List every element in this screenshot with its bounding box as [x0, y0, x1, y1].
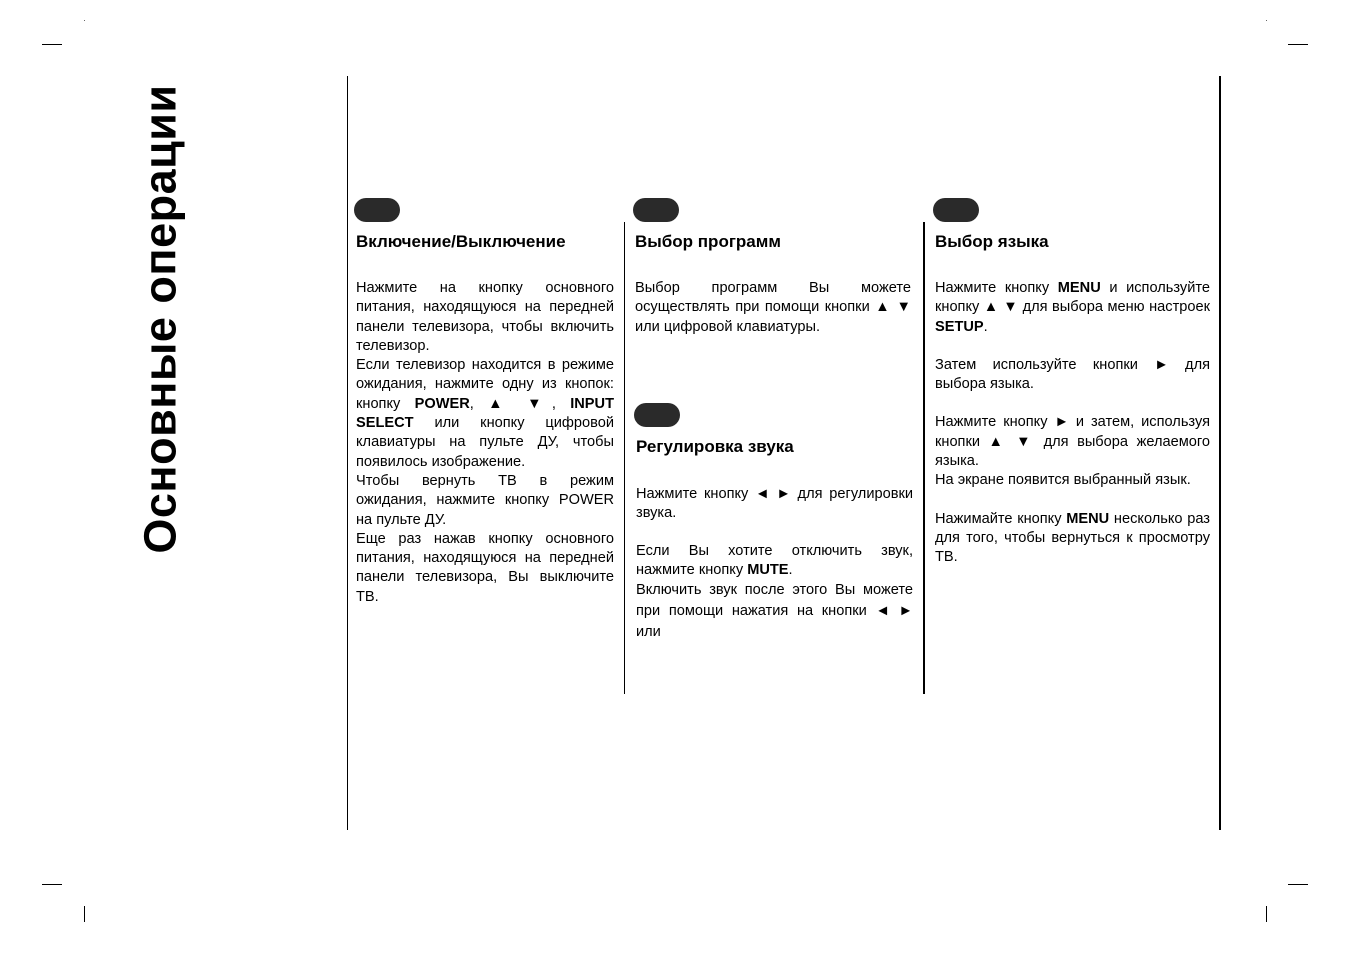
- section-sound: [636, 437, 913, 643]
- section-sound-title: Регулировка звука: [636, 437, 794, 456]
- section-language-title: Выбор языка: [935, 232, 1049, 251]
- column-divider-2: [923, 222, 925, 694]
- registration-dot-left: [84, 20, 85, 21]
- input-select-key-label: INPUT SELECT: [356, 395, 614, 432]
- mute-key-label: MUTE: [747, 561, 789, 578]
- language-paragraph-2: Затем используйте кнопки ► для выбора языка.: [935, 356, 1210, 393]
- crop-mark-bottom-right-vertical: [1266, 906, 1267, 922]
- language-paragraph-5: Нажимайте кнопку MENU несколько раз для того, чтобы вернуться к просмотру ТВ.: [935, 510, 1210, 566]
- sound-paragraph-3: Включить звук после этого Вы можете при помощи нажатия на кнопки ◄ ► или: [636, 582, 913, 641]
- section-programs-title: Выбор программ: [635, 232, 781, 251]
- crop-mark-bottom-left-vertical: [84, 906, 85, 922]
- section-power: [356, 232, 614, 607]
- power-paragraph-3: Чтобы вернуть ТВ в режим ожидания, нажмите кнопку POWER на пульте ДУ.: [356, 472, 614, 528]
- power-key-label: POWER: [414, 395, 470, 412]
- column-divider-1: [624, 222, 625, 694]
- power-paragraph-2: Если телевизор находится в режиме ожидания, нажмите одну из кнопок: кнопку POWER, ▲ ▼, INPUT SELECT или кнопку цифровой клавиатуры на пульте ДУ, чтобы появилось изображение.: [356, 357, 614, 470]
- setup-menu-label: SETUP: [935, 318, 984, 335]
- power-paragraph-1: Нажмите на кнопку основного питания, находящуюся на передней панели телевизора, чтобы включить телевизор.: [356, 280, 614, 354]
- sound-paragraph-1: Нажмите кнопку ◄ ► для регулировки звука.: [636, 486, 913, 522]
- programs-paragraph-1: Выбор программ Вы можете осуществлять при помощи кнопки ▲ ▼ или цифровой клавиатуры.: [635, 280, 911, 335]
- page-title: [135, 76, 187, 562]
- registration-dot-right: [1266, 20, 1267, 21]
- section-programs: [635, 232, 911, 337]
- power-paragraph-4: Еще раз нажав кнопку основного питания, находящуюся на передней панели телевизора, Вы выключите ТВ.: [356, 530, 614, 605]
- section-badge-programs: [633, 198, 679, 222]
- menu-key-label-2: MENU: [1066, 510, 1110, 527]
- section-badge-language: [933, 198, 979, 222]
- menu-key-label: MENU: [1057, 280, 1101, 296]
- crop-mark-top-right: [1288, 44, 1308, 45]
- sound-paragraph-2: Если Вы хотите отключить звук, нажмите кнопку MUTE.: [636, 542, 913, 578]
- section-badge-power: [354, 198, 400, 222]
- language-paragraph-3: Нажмите кнопку ► и затем, используя кнопки ▲ ▼ для выбора желаемого языка.: [935, 414, 1210, 470]
- crop-mark-top-left: [42, 44, 62, 45]
- crop-mark-bottom-left: [42, 884, 62, 885]
- section-language: [935, 232, 1210, 568]
- language-paragraph-4: На экране появится выбранный язык.: [935, 472, 1191, 489]
- language-paragraph-1: Нажмите кнопку MENU и используйте кнопку ▲ ▼ для выбора меню настроек SETUP.: [935, 280, 1210, 335]
- crop-mark-bottom-right: [1288, 884, 1308, 885]
- frame-right-line: [1219, 76, 1221, 830]
- page-title-text: Основные операции: [135, 84, 187, 554]
- section-power-title: Включение/Выключение: [356, 232, 566, 251]
- section-badge-sound: [634, 403, 680, 427]
- frame-left-line: [347, 76, 348, 830]
